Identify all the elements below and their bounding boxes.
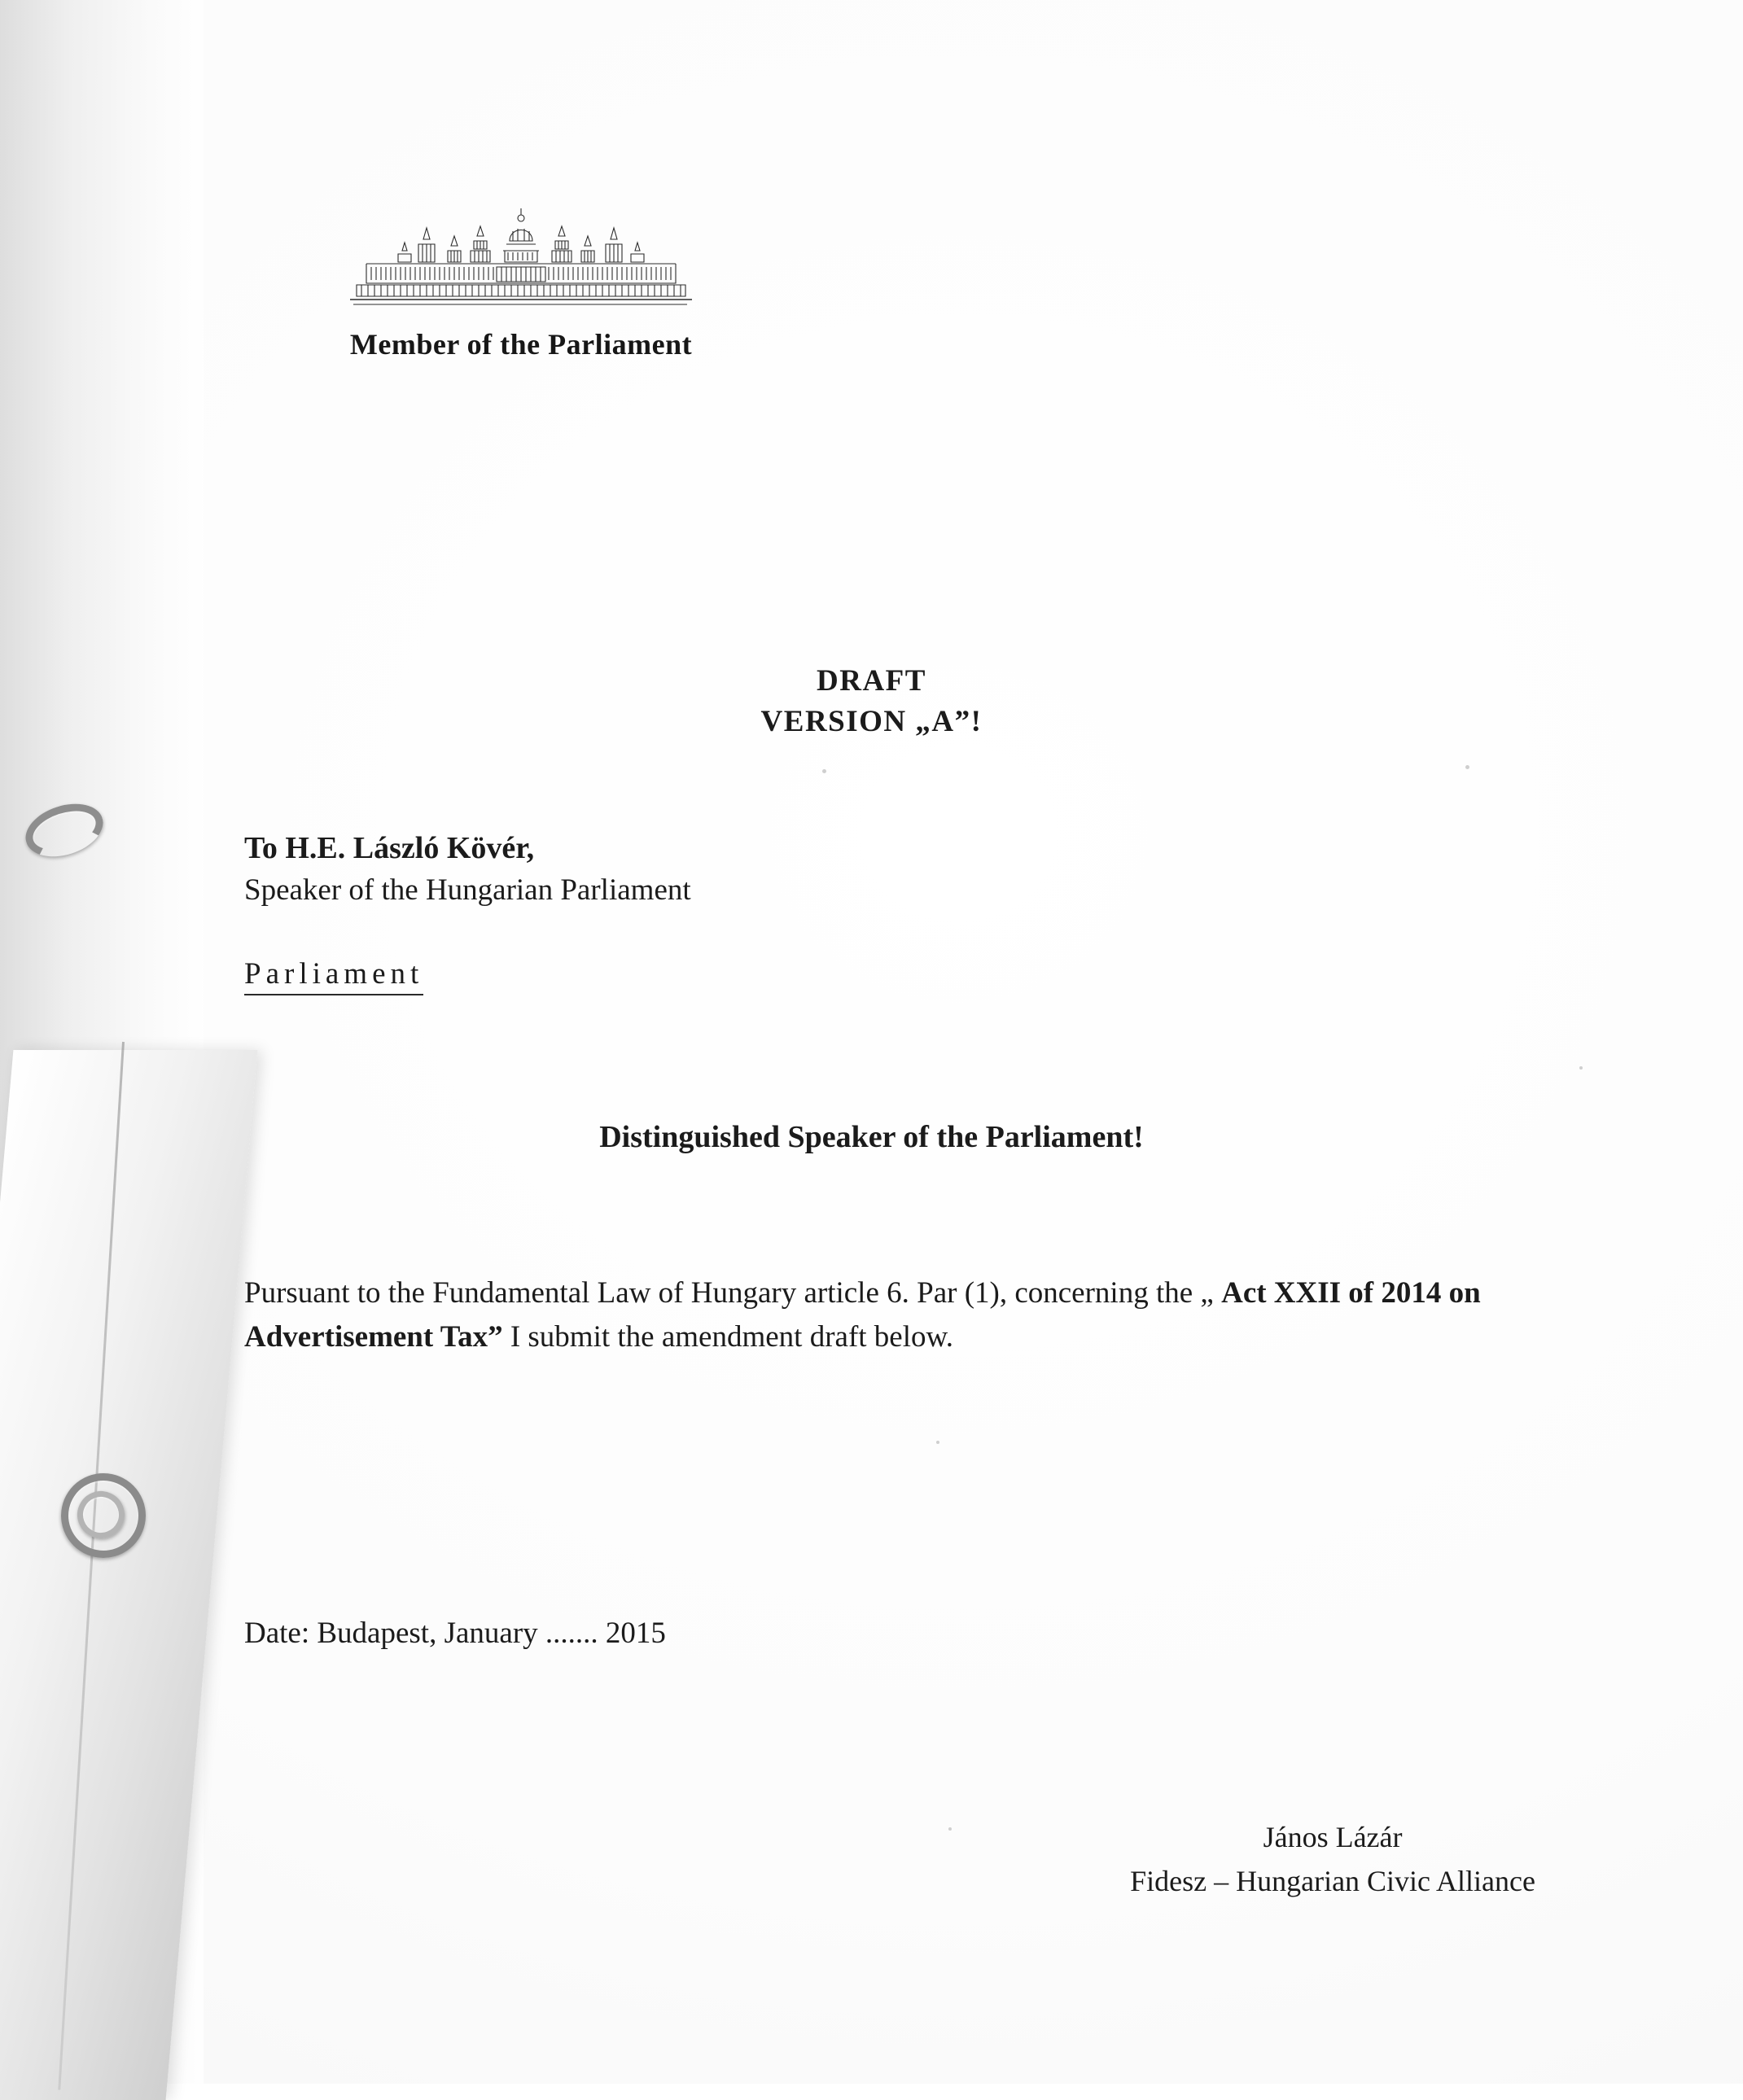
signature-block: [1130, 1815, 1535, 1903]
scan-speck: [1579, 1066, 1583, 1070]
scan-speck: [1465, 765, 1469, 769]
signer-name: János Lázár: [1263, 1821, 1403, 1853]
scan-speck: [822, 769, 826, 773]
lifted-page-curl: [0, 1050, 257, 2100]
body-paragraph: [244, 1271, 1612, 1358]
scan-speck: [936, 1441, 939, 1444]
letterhead: [309, 203, 733, 361]
body-paragraph-part1: Pursuant to the Fundamental Law of Hungary article 6. Par (1), concerning the „: [244, 1276, 1222, 1310]
signer-party: Fidesz – Hungarian Civic Alliance: [1130, 1865, 1535, 1897]
date-line: Date: Budapest, January ....... 2015: [244, 1617, 666, 1650]
addressee-name: To H.E. László Kövér,: [244, 831, 535, 865]
scan-speck: [948, 1827, 952, 1831]
addressee-organization: Parliament: [244, 956, 423, 995]
act-title: Act XXII of 2014 on Advertisement Tax”: [244, 1276, 1481, 1354]
salutation: Distinguished Speaker of the Parliament!: [599, 1120, 1144, 1154]
draft-version-label: VERSION „A”!: [760, 705, 983, 738]
letterhead-title: Member of the Parliament: [349, 328, 693, 361]
parliament-building-icon: [318, 203, 725, 317]
addressee-role: Speaker of the Hungarian Parliament: [244, 873, 691, 907]
draft-label: DRAFT: [817, 664, 926, 698]
body-paragraph-part2: I submit the amendment draft below.: [502, 1319, 954, 1354]
